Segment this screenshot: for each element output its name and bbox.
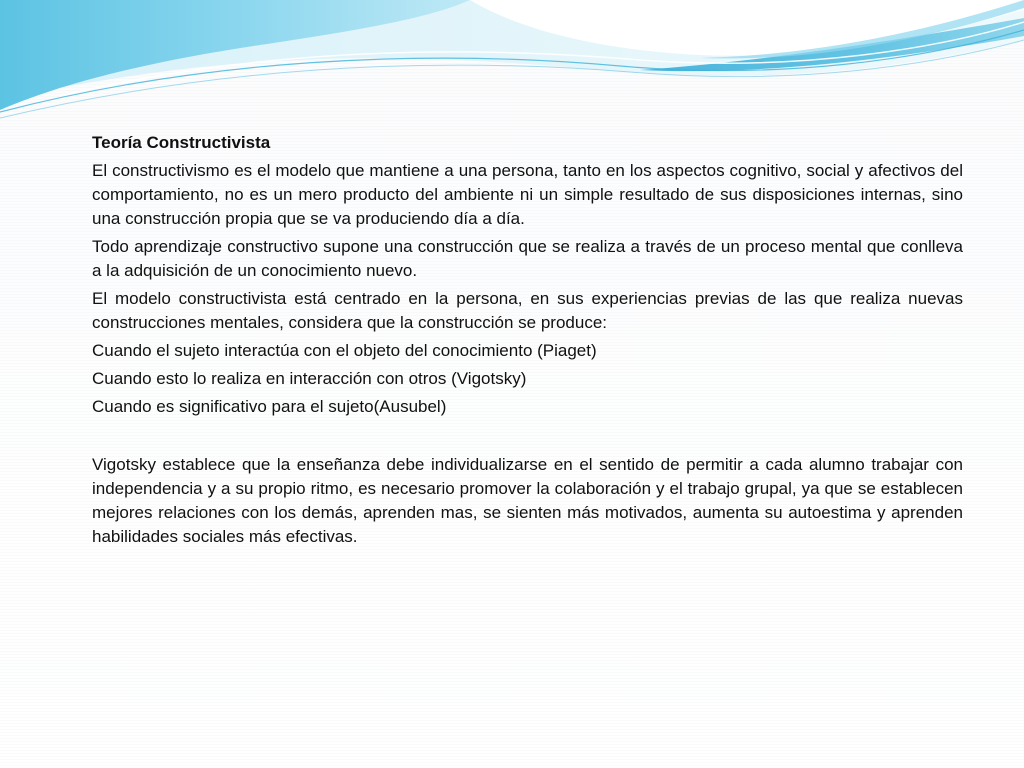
line-ausubel: Cuando es significativo para el sujeto(Ausubel) bbox=[92, 397, 447, 416]
paragraph-definition: El constructivismo es el modelo que mantiene a una persona, tanto en los aspectos cognitivo, social y afectivos del comportamiento, no es un mero producto del ambiente ni un simple resultado de sus disposiciones internas, sino una construcción propia que se va produciendo día a día. bbox=[92, 161, 963, 228]
paragraph-vigotsky: Vigotsky establece que la enseñanza debe individualizarse en el sentido de permitir a cada alumno trabajar con independencia y a su propio ritmo, es necesario promover la colaboración y el trabajo grupal, ya que se establecen mejores relaciones con los demás, aprenden mas, se sienten más motivados, aumenta su autoestima y aprenden habilidades sociales más efectivas. bbox=[92, 455, 963, 546]
slide-title: Teoría Constructivista bbox=[92, 133, 271, 152]
paragraph-spacer bbox=[92, 423, 963, 453]
slide-body bbox=[92, 131, 963, 553]
line-vigotsky: Cuando esto lo realiza en interacción con otros (Vigotsky) bbox=[92, 369, 527, 388]
header-wave-decoration bbox=[0, 0, 1024, 130]
line-piaget: Cuando el sujeto interactúa con el objeto del conocimiento (Piaget) bbox=[92, 341, 597, 360]
paragraph-learning: Todo aprendizaje constructivo supone una construcción que se realiza a través de un proceso mental que conlleva a la adquisición de un conocimiento nuevo. bbox=[92, 237, 963, 280]
paragraph-model: El modelo constructivista está centrado en la persona, en sus experiencias previas de las que realiza nuevas construcciones mentales, considera que la construcción se produce: bbox=[92, 289, 963, 332]
